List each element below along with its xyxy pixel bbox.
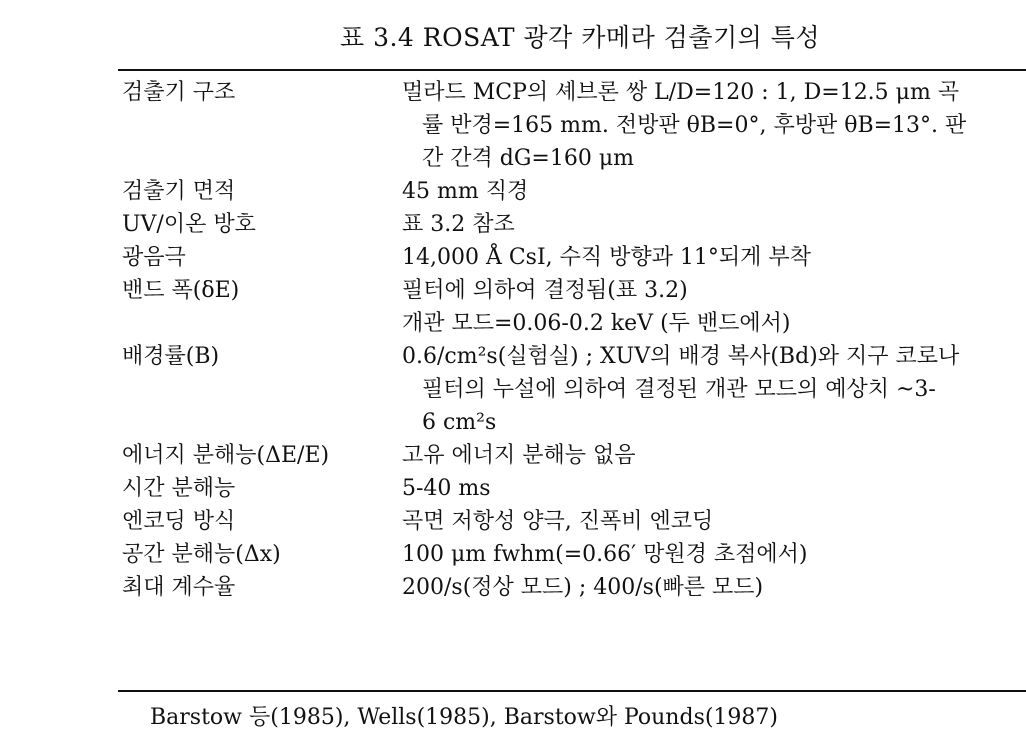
value-line: 률 반경=165 mm. 전방판 θB=0°, 후방판 θB=13°. 판: [422, 113, 967, 138]
row-label: UV/이온 방호: [122, 212, 256, 237]
row-label: 공간 분해능(Δx): [122, 542, 281, 567]
row-value: [402, 241, 1026, 274]
table-row-uv-ion-shield: [0, 208, 1026, 241]
table-row-time-resolution: [0, 472, 1026, 505]
table-row-spatial-resolution: [0, 538, 1026, 571]
row-value: [402, 505, 1026, 538]
row-value: [402, 175, 1026, 208]
value-line: 0.6/cm²s(실험실) ; XUV의 배경 복사(Bd)와 지구 코로나: [402, 344, 960, 369]
row-label: 검출기 구조: [122, 80, 236, 105]
row-value: [402, 76, 1026, 175]
row-value: [402, 571, 1026, 604]
table-row-photocathode: [0, 241, 1026, 274]
specs-table: [0, 76, 1026, 604]
value-line: 멀라드 MCP의 셰브론 쌍 L/D=120 : 1, D=12.5 μm 곡: [402, 80, 960, 105]
table-row-detector-area: [0, 175, 1026, 208]
table-source-note: Barstow 등(1985), Wells(1985), Barstow와 Pounds(1987): [150, 705, 779, 730]
table-row-bandwidth: [0, 274, 1026, 340]
row-label: 밴드 폭(δE): [122, 278, 240, 303]
value-line: 곡면 저항성 양극, 진폭비 엔코딩: [402, 509, 714, 534]
row-value: [402, 472, 1026, 505]
value-line: 표 3.2 참조: [402, 212, 515, 237]
value-line: 45 mm 직경: [402, 179, 529, 204]
value-line: 간 간격 dG=160 μm: [422, 146, 634, 171]
table-row-detector-structure: [0, 76, 1026, 175]
row-value: [402, 274, 1026, 340]
table-caption: 표 3.4 ROSAT 광각 카메라 검출기의 특성: [339, 23, 821, 52]
value-line: 14,000 Å CsI, 수직 방향과 11°되게 부착: [402, 245, 811, 270]
value-line: 6 cm²s: [422, 410, 497, 435]
value-line: 개관 모드=0.06-0.2 keV (두 밴드에서): [402, 311, 791, 336]
row-label: 광음극: [122, 245, 186, 270]
table-row-energy-resolution: [0, 439, 1026, 472]
row-value: [402, 208, 1026, 241]
row-label: 시간 분해능: [122, 476, 236, 501]
table-top-rule: [118, 69, 1026, 71]
table-row-encoding: [0, 505, 1026, 538]
value-line: 5-40 ms: [402, 476, 491, 501]
row-value: [402, 439, 1026, 472]
value-line: 200/s(정상 모드) ; 400/s(빠른 모드): [402, 575, 764, 600]
row-value: [402, 538, 1026, 571]
table-bottom-rule: [118, 690, 1026, 692]
row-label: 배경률(B): [122, 344, 220, 369]
table-row-background-rate: [0, 340, 1026, 439]
row-label: 엔코딩 방식: [122, 509, 236, 534]
row-label: 최대 계수율: [122, 575, 236, 600]
value-line: 필터의 누설에 의하여 결정된 개관 모드의 예상치 ~3-: [422, 377, 936, 402]
table-row-max-count-rate: [0, 571, 1026, 604]
row-label: 에너지 분해능(ΔE/E): [122, 443, 330, 468]
value-line: 고유 에너지 분해능 없음: [402, 443, 636, 468]
row-label: 검출기 면적: [122, 179, 236, 204]
value-line: 100 μm fwhm(=0.66′ 망원경 초점에서): [402, 542, 808, 567]
value-line: 필터에 의하여 결정됨(표 3.2): [402, 278, 688, 303]
row-value: [402, 340, 1026, 439]
